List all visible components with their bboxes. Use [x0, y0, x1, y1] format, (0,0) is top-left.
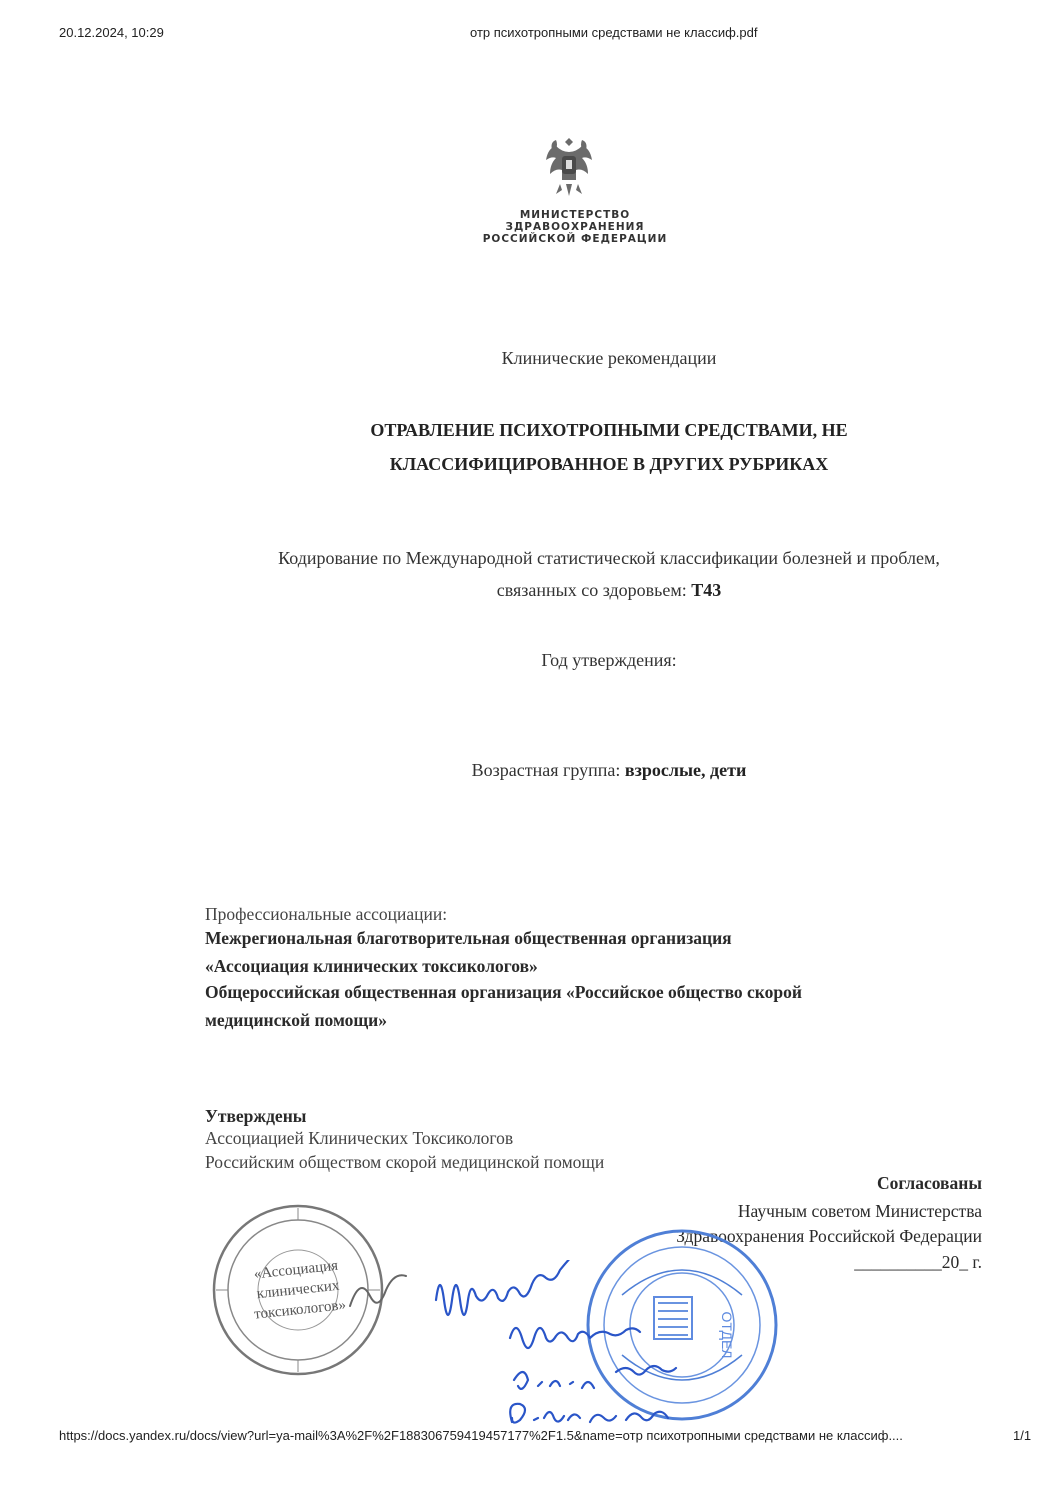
print-footer-url: https://docs.yandex.ru/docs/view?url=ya-mail%3A%2F%2F188306759419457177%2F1.5&name=отр психотропными средствами не классиф....: [59, 1428, 903, 1443]
svg-text:ОТДЕЛ: ОТДЕЛ: [719, 1311, 735, 1359]
icd-coding-line-1: Кодирование по Международной статистической классификации болезней и проблем,: [278, 548, 940, 568]
age-group-value: взрослые, дети: [624, 760, 747, 780]
approval-year-label: Год утверждения:: [541, 650, 677, 670]
document-type: Клинические рекомендации: [501, 348, 717, 368]
print-datetime: 20.12.2024, 10:29: [59, 25, 164, 40]
grey-signature-mark: [346, 1272, 410, 1316]
association-1-line-2: «Ассоциация клинических токсикологов»: [205, 956, 538, 976]
print-file-title: отр психотропными средствами не классиф.pdf: [470, 25, 758, 40]
handwritten-signatures: [420, 1260, 780, 1440]
association-1-line-1: Межрегиональная благотворительная общественная организация: [205, 928, 732, 948]
agreed-label: Согласованы: [876, 1173, 982, 1193]
icd-code: T43: [691, 580, 722, 600]
document-title-line-1: ОТРАВЛЕНИЕ ПСИХОТРОПНЫМИ СРЕДСТВАМИ, НЕ: [370, 420, 848, 440]
agreed-by-line-2: Здравоохранения Российской Федерации: [676, 1226, 982, 1246]
print-header: [0, 25, 1058, 43]
print-page-number: 1/1: [1013, 1428, 1032, 1443]
svg-text:клинических: клинических: [255, 1277, 341, 1303]
svg-text:токсикологов»: токсикологов»: [253, 1297, 347, 1323]
document-title-line-2: КЛАССИФИЦИРОВАННОЕ В ДРУГИХ РУБРИКАХ: [389, 454, 829, 474]
icd-coding-line-2: [0, 580, 1058, 601]
age-group-label: Возрастная группа:: [471, 760, 621, 780]
age-group: [0, 760, 1058, 781]
print-footer: [0, 1428, 1058, 1446]
approved-label: Утверждены: [205, 1106, 307, 1126]
ministry-line-2: ЗДРАВООХРАНЕНИЯ: [505, 221, 645, 233]
association-2-line-2: медицинской помощи»: [205, 1010, 388, 1030]
icd-coding-label: связанных со здоровьем:: [496, 580, 687, 600]
associations-label: Профессиональные ассоциации:: [205, 904, 448, 924]
coat-of-arms-icon: [538, 132, 600, 198]
approved-by-2: Российским обществом скорой медицинской помощи: [205, 1152, 605, 1172]
ministry-line-1: МИНИСТЕРСТВО: [519, 209, 631, 221]
agreed-by-line-1: Научным советом Министерства: [737, 1201, 982, 1221]
association-2-line-1: Общероссийская общественная организация «Российское общество скорой: [205, 982, 802, 1002]
approved-by-1: Ассоциацией Клинических Токсикологов: [205, 1128, 514, 1148]
svg-text:«Ассоциация: «Ассоциация: [253, 1257, 339, 1283]
ministry-line-3: РОССИЙСКОЙ ФЕДЕРАЦИИ: [482, 233, 668, 245]
ministry-logo-text: [470, 209, 680, 245]
agreed-date-line: __________20_ г.: [854, 1252, 982, 1272]
